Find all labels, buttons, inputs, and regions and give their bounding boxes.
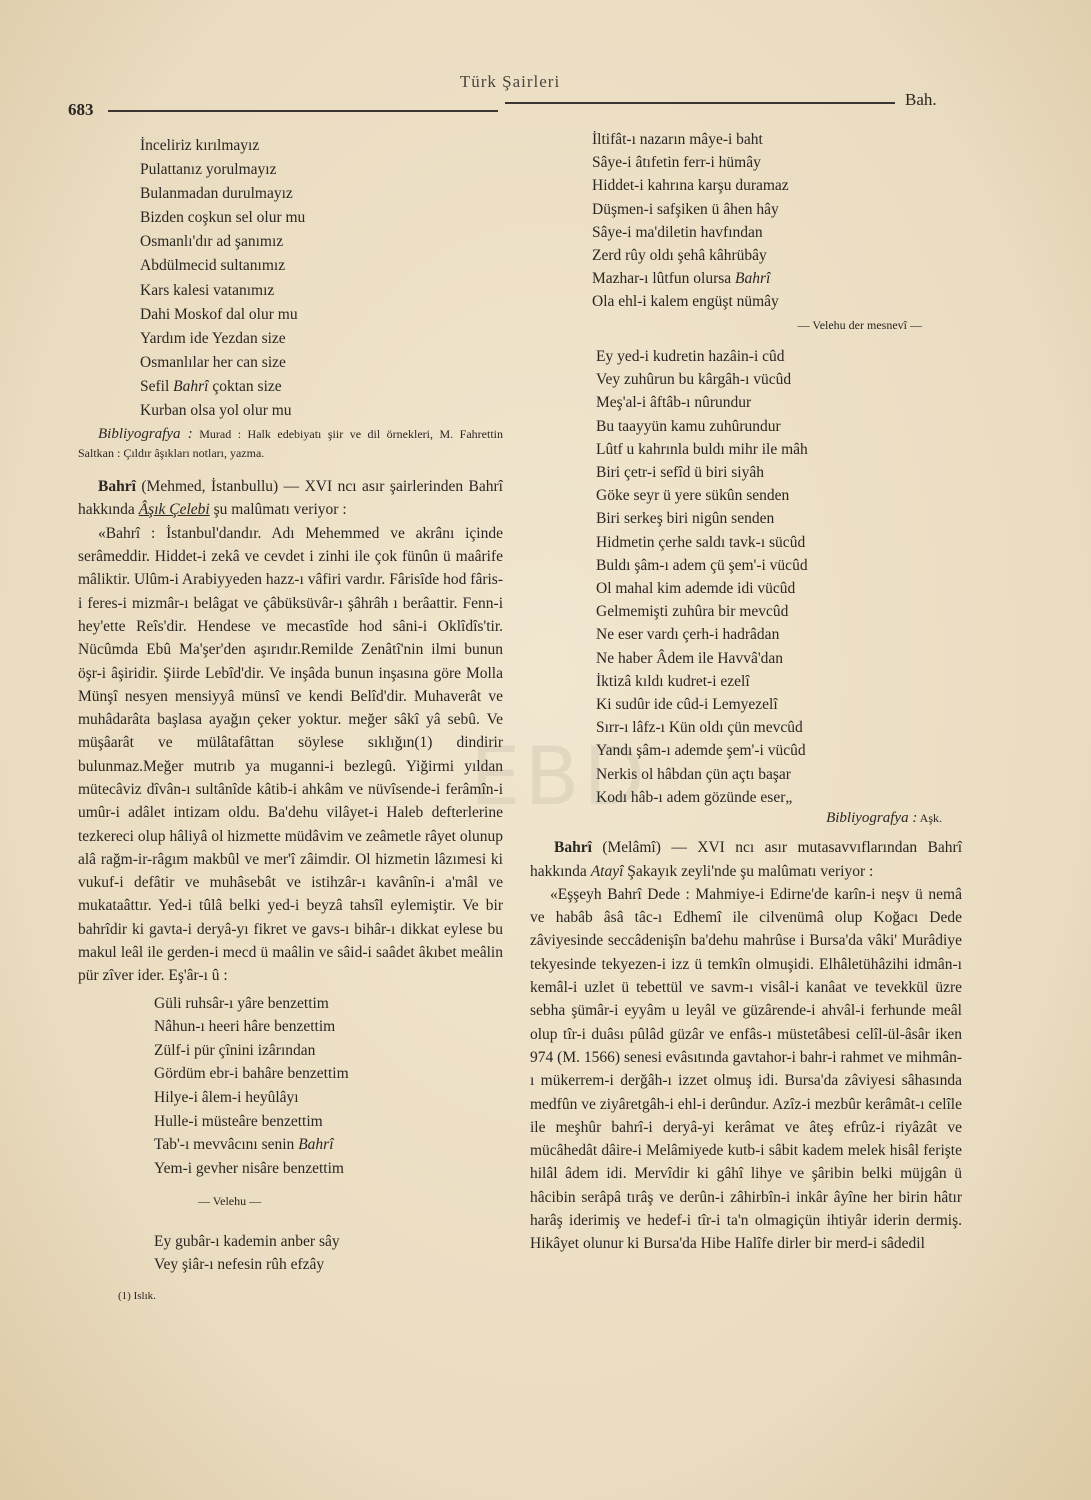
verse-line: Ne eser vardı çerh-i hadrâdan	[596, 626, 780, 644]
verse-line: Vey zuhûrun bu kârgâh-ı vücûd	[596, 371, 792, 389]
verse-line: Ol mahal kim ademde idi vücûd	[596, 579, 796, 597]
verse-line: Gelmemişti zuhûra bir mevcûd	[596, 603, 789, 621]
poem-5	[530, 345, 962, 809]
verse-line: Sâye-i âtıfetin ferr-i hümây	[592, 154, 761, 172]
verse-line: Mazhar-ı lûtfun olursa Bahrî	[592, 270, 771, 288]
verse-line: İktizâ kıldı kudret-i ezelî	[596, 672, 750, 690]
verse-line: Yandı şâm-ı ademde şem'-i vücûd	[596, 742, 806, 760]
poem-3	[78, 1230, 503, 1277]
verse-line: Nerkis ol hâbdan çün açtı başar	[596, 765, 791, 783]
verse-line: Ki sudûr ide cûd-i Lemyezelî	[596, 695, 778, 713]
verse-line: Sefil Bahrî çoktan size	[140, 377, 282, 395]
header-rule-right	[505, 102, 895, 104]
verse-line: Yardım ide Yezdan size	[140, 329, 286, 347]
verse-line: Nâhun-ı heeri hâre benzettim	[154, 1018, 336, 1036]
bahri-quote: «Bahrî : İstanbul'dandır. Adı Mehemmed ve akrânı içinde serâmeddir. Hiddet-i zekâ ve cevdet i zinhi ile çok fünûn ü maârife mâliktir. Ulûm-i Arabiyyeden hazz-ı vâfiri vardır. Fârisîde hod fâris-i feres-i mizmâr-ı belâgat ve çâbüksüvâr-ı şâhrâh ı berâattir. Fenn-i hey'ette Reîs'dir. Hendese ve mecastîde hod sâni-i Oklîdîs'tir. Nücûmda Ebû Ma'şer'den aşırıdır.Remilde Zenâtî'nin ilmi bunun öşr-i âşiridir. Şiirde Lebîd'dir. Ve inşâda bunun inşasına göre Molla Münşî nesyen mensiyyâ münsî ve kendi Belîd'dir. Muhaverât ve muhâdarâta başlasa ayağın çeker yoktur. meğer sâkî yâ sebû. Ve müşâarât ve mülâtafâttan söylese sıklığın(1) dindirir bulunmaz.Meğer mutrıb ya muganni-i bezlegû. Yiğirmi yıldan mütecâviz dîvân-ı sultânîde kâtib-i ahkâm ve nüvîsende-i ferâmîn-i umûr-i adâlet intizam oldu. Ba'dehu vilâyet-i Haleb defterlerine tezkereci olup hâliyâ ol hizmette müdâvim ve zeâmetle râyet olunup alâ rağm-ir-râgım makbûl ve mer'î zâimdir. Ol hizmetin lâzımesi ki vukuf-i defâtir ve muhâsebât ve istihzâr-ı kavânîn-i a'mâl ve mukataâttır. Yed-i tûlâ belki yed-i beyzâ tahsîl eylemiştir. Ve bir bahrîdir ki gavta-i deryâ-yı fikret ve gavs-ı bihâr-ı dikkat eylese bu makul leâl ile gerden-i mecd ü maâlin ve sâid-i saâdet âkıbet meâlin pür zîver ider. Eş'âr-ı û :	[78, 524, 503, 985]
esseyh-bahri-quote: «Eşşeyh Bahrî Dede : Mahmiye-i Edirne'de karîn-i neşv ü nemâ ve habâb âsâ tâc-ı Edhemî ile cilvenümâ olup Koğacı Dede zâviyesinde seccâdenişîn ba'dehu mahrûse i Bursa'da vâki' Murâdiye tekyesinde tekyezen-i izz ü temkîn olmuşidi. Elhâletühâzihi idmân-ı kemâl-i uzlet ü tebettül ve savm-ı visâl-i kanâat ve tevekkül üzre sebha şümâr-i eyyâm u leyâl ve güzârende-i ahvâl-i ferhunde meâl olup tîr-i duâsı pûlâd güzâr ve enfâs-ı müstetâbesi celîl-ül-âsâr iken 974 (M. 1566) senesi evâsıtında gavtahor-i bahr-i rahmet ve mihmân-ı mükerrem-i derğâh-ı izzet olmuş idi. Bursa'da zâviyesi sâhasında medfûn ve ziyâretgâh-i ehl-i derûndur. Azîz-i mezbûr kerâmât-ı celîle ile meşhûr bahrî-i deryâ-yi kerâmat ve âteş efrûz-i riyâzât ve mücâhedât dâire-i Melâmiyede kutb-i sâbit kadem melek hisâl ferişte hilâl âdem idi. Mervîdir ki gâhî lihye ve şâribin belki müjgân ü hâcibin serâpâ tırâş ve derûn-i zâhirbîn-i inkâr âyîne her birin hâtır harâş iderimiş ve hedef-i tîr-i ta'n olmagiçün ihtiyâr iderin dermiş. Hikâyet olunur ki Bursa'da Hibe Halîfe dirler bir merd-i sâdedil	[530, 885, 962, 1253]
poem-4	[530, 128, 962, 314]
verse-line: Bulanmadan durulmayız	[140, 185, 293, 203]
verse-line: Sâye-i ma'diletin havfından	[592, 223, 763, 241]
verse-line: Ola ehl-i kalem engüşt nümây	[592, 293, 779, 311]
velehu-label: — Velehu —	[198, 1194, 262, 1209]
verse-line: Hidmetin çerhe saldı tavk-ı sücûd	[596, 533, 806, 551]
verse-line: Biri çetr-i sefîd ü biri siyâh	[596, 463, 764, 481]
verse-line: Meş'al-i âftâb-ı nûrundur	[596, 394, 752, 412]
verse-line: Osmanlılar her can size	[140, 353, 286, 371]
running-header: Türk Şairleri	[459, 72, 561, 91]
verse-line: Biri serkeş biri nigûn senden	[596, 510, 775, 528]
verse-line: Hulle-i müsteâre benzettim	[154, 1112, 323, 1130]
verse-line: Ey yed-i kudretin hazâin-i cûd	[596, 347, 785, 365]
verse-line: Hilye-i âlem-i heyûlâyı	[154, 1089, 299, 1107]
verse-line: Osmanlı'dır ad şanımız	[140, 233, 284, 251]
right-column	[530, 128, 962, 1256]
verse-line: Sırr-ı lâfz-ı Kün oldı çün mevcûd	[596, 719, 803, 737]
poem-2	[78, 992, 503, 1181]
bibliography-2: Bibliyografya : Aşk.	[826, 809, 942, 826]
verse-line: Gördüm ebr-i bahâre benzettim	[154, 1065, 349, 1083]
verse-line: İltifât-ı nazarın mâye-i baht	[592, 131, 763, 148]
verse-line: Lûtf u kahrınla buldı mihr ile mâh	[596, 440, 808, 458]
verse-line: Düşmen-i safşiken ü âhen hây	[592, 200, 779, 218]
header-abbreviation: Bah.	[905, 90, 937, 109]
verse-line: Güli ruhsâr-ı yâre benzettim	[154, 994, 329, 1012]
verse-line: Ne haber Âdem ile Havvâ'dan	[596, 649, 783, 667]
poem-1	[78, 134, 503, 423]
verse-line: İnceliriz kırılmayız	[140, 137, 260, 154]
verse-line: Kars kalesi vatanımız	[140, 281, 275, 299]
verse-line: Bizden coşkun sel olur mu	[140, 209, 306, 227]
footnote: (1) Islık.	[118, 1289, 156, 1302]
verse-line: Kurban olsa yol olur mu	[140, 402, 292, 420]
verse-line: Buldı şâm-ı adem çü şem'-i vücûd	[596, 556, 808, 574]
verse-line: Kodı hâb-ı adem gözünde eser„	[596, 788, 793, 806]
verse-line: Tab'-ı mevvâcını senin Bahrî	[154, 1136, 334, 1154]
bahri-mehmed-entry: Bahrî (Mehmed, İstanbullu) — XVI ncı asır şairlerinden Bahrî hakkında Âşık Çelebi şu malûmatı veriyor :	[78, 478, 503, 519]
verse-line: Yem-i gevher nisâre benzettim	[154, 1159, 344, 1177]
verse-line: Bu taayyün kamu zuhûrundur	[596, 417, 781, 435]
verse-line: Pulattanız yorulmayız	[140, 161, 277, 179]
page-number: 683	[68, 100, 94, 119]
verse-line: Zülf-i pür çînini izârından	[154, 1041, 316, 1059]
verse-line: Ey gubâr-ı kademin anber sây	[154, 1232, 340, 1250]
verse-line: Abdülmecid sultanımız	[140, 257, 286, 275]
verse-line: Zerd rûy oldı şehâ kâhrübây	[592, 247, 767, 265]
left-column	[78, 134, 503, 1308]
header-rule-left	[108, 110, 498, 112]
verse-line: Dahi Moskof dal olur mu	[140, 305, 298, 323]
verse-line: Hiddet-i kahrına karşu duramaz	[592, 177, 789, 195]
bahri-melami-entry: Bahrî (Melâmî) — XVI ncı asır mutasavvıflarından Bahrî hakkında Atayî Şakayık zeyli'nde şu malûmatı veriyor :	[530, 839, 963, 880]
verse-line: Vey şiâr-ı nefesin rûh efzây	[154, 1256, 325, 1274]
watermark: EBD	[470, 730, 650, 823]
verse-line: Göke seyr ü yere sükûn senden	[596, 487, 790, 505]
bibliography-1: Bibliyografya : Murad : Halk edebiyatı şiir ve dil örnekleri, M. Fahrettin Saltkan : Çıldır âşıkları notları, yazma.	[78, 426, 503, 461]
velehu-mesnevi-label: — Velehu der mesnevî —	[797, 317, 922, 332]
